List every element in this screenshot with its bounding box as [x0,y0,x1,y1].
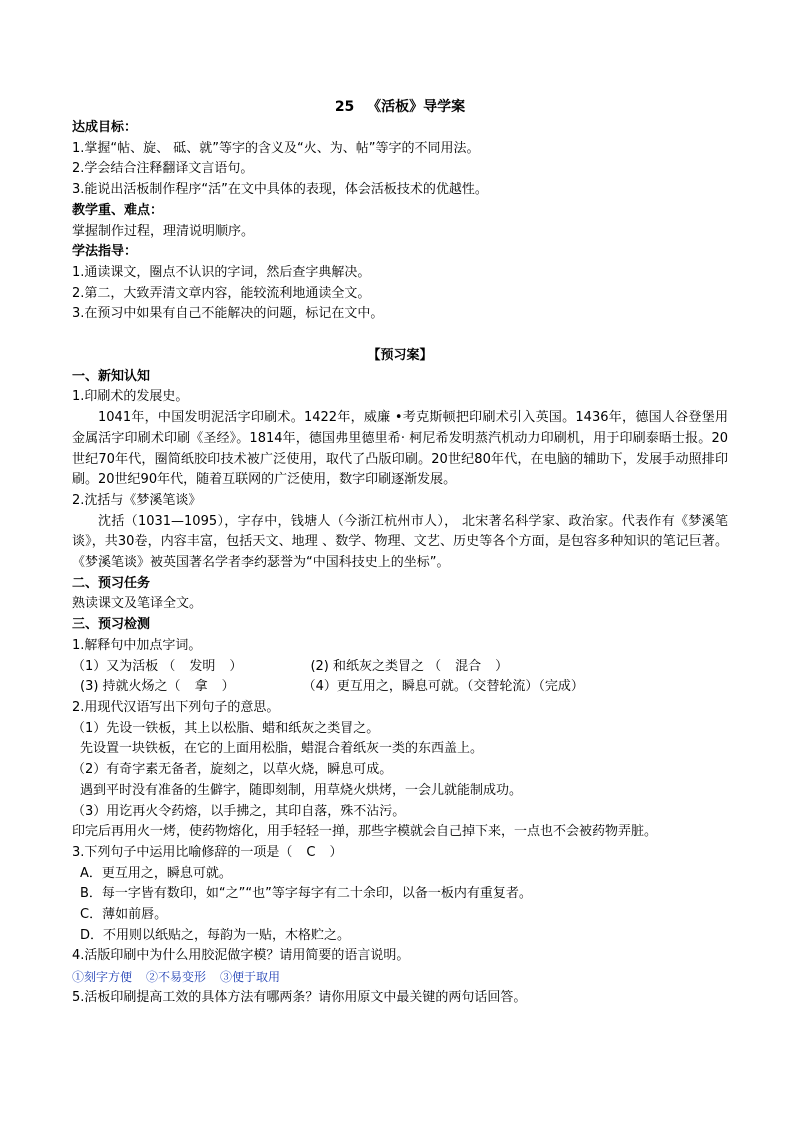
sub-heading: 1.印刷术的发展史。 [72,389,189,405]
translation: 印完后再用火一烤，使药物熔化，用手轻轻一掸，那些字模就会自己掉下来，一点也不会被药物弄脏。 [72,824,658,840]
worksheet-page [72,96,728,1009]
translation: 遇到平时没有准备的生僻字，随即刻制，用草烧火烘烤，一会儿就能制成功。 [80,782,523,798]
question-4-stem: 4.活版印刷中为什么用胶泥做字模？请用简要的语言说明。 [72,948,410,964]
translation: 先设置一块铁板，在它的上面用松脂，蜡混合着纸灰一类的东西盖上。 [80,741,484,757]
answer-blank: 混合 [455,658,482,674]
method-heading: 学法指导： [72,244,138,260]
sub-heading: 2.沈括与《梦溪笔谈》 [72,492,202,508]
goals-heading: 达成目标： [72,120,138,135]
question-4-answer: ①刻字方便 ②不易变形 ③便于取用 [72,970,281,985]
method-item: 3.在预习中如果有自己不能解决的问题，标记在文中。 [72,306,384,322]
answer-blank: 完成 [544,679,571,695]
method-item: 1.通读课文，圈点不认识的字词，然后查字典解决。 [72,264,371,280]
shenkuo-paragraph: 沈括（1031—1095），字存中，钱塘人（今浙江杭州市人）， 北宋著名科学家、政治家。代表作有《梦溪笔谈》，共30卷，内容丰富，包括天文、地理 、数学、物理、文艺、历史等各个方面，是包容多种知识的笔记巨著。《梦溪笔谈》被英国著名学者李约瑟誉为“中国科技史上的坐标”。 [72,513,728,571]
key-points-text: 掌握制作过程，理清说明顺序。 [72,223,255,239]
section-heading: 二、预习任务 [72,575,151,591]
history-paragraph: 1041年，中国发明泥活字印刷术。1422年，威廉 •考克斯顿把印刷术引入英国。1436年，德国人谷登堡用金属活字印刷术印刷《圣经》。1814年，德国弗里德里希· 柯尼希发明蒸汽机动力印刷机，用于印刷泰晤士报。20世纪70年代，圈简纸胶印技术被广泛使用，取代了凸版印刷。20世纪80年代，在电脑的辅助下，发展手动照排印刷。20世纪90年代，随着互联网的广泛使用，数字印刷逐渐发展。 [72,410,728,488]
answer-choice: C [306,844,316,860]
sentence: （3）用讫再火令药熔，以手拂之，其印自落，殊不沾污。 [72,803,406,819]
question-2-stem: 2.用现代汉语写出下列句子的意思。 [72,699,280,715]
sentence: （1）先设一铁板，其上以松脂、蜡和纸灰之类冒之。 [72,720,380,736]
method-item: 2.第二，大致弄清文章内容，能较流利地通读全文。 [72,285,371,301]
option: D．不用则以纸贴之，每韵为一贴，木格贮之。 [80,927,351,943]
question-1-row-1: （1）又为活板 （ 发明 ） (2) 和纸灰之类冒之 （ 混合 ） [72,658,509,674]
preview-heading: 【预习案】 [367,348,433,364]
option: C．薄如前唇。 [80,907,168,923]
question-3-stem: 3.下列句子中运用比喻修辞的一项是（ C ） [72,844,343,860]
answer-blank: 交替轮流 [473,679,526,695]
option: B．每一字皆有数印，如“之”“也”等字每字有二十余印，以备一板内有重复者。 [80,886,532,902]
page-title [72,96,728,118]
goal-item: 1.掌握“帖、旋、 砥、就”等字的含义及“火、为、帖”等字的不同用法。 [72,140,480,156]
question-5-stem: 5.活板印刷提高工效的具体方法有哪两条？请你用原文中最关键的两句话回答。 [72,989,527,1005]
section-heading: 三、预习检测 [72,617,151,633]
goal-item: 3.能说出活板制作程序“活”在文中具体的表现，体会活板技术的优越性。 [72,182,488,198]
lesson-title: 《活板》导学案 [367,99,466,115]
option: A．更互用之，瞬息可就。 [80,865,232,881]
section-heading: 一、新知认知 [72,368,151,384]
goal-item: 2.学会结合注释翻译文言语句。 [72,161,254,177]
key-points-heading: 教学重、难点： [72,202,164,218]
question-1-stem: 1.解释句中加点字词。 [72,637,202,653]
answer-blank: 拿 [194,679,208,695]
sentence: （2）有奇字素无备者，旋刻之，以草火烧，瞬息可成。 [72,762,393,778]
answer-blank: 发明 [189,658,216,674]
question-1-row-2: (3) 持就火炀之（ 拿 ） （4）更互用之，瞬息可就。（交替轮流）（完成） [80,679,584,695]
task-text: 熟读课文及笔译全文。 [72,596,203,612]
lesson-number: 25 [334,99,355,115]
